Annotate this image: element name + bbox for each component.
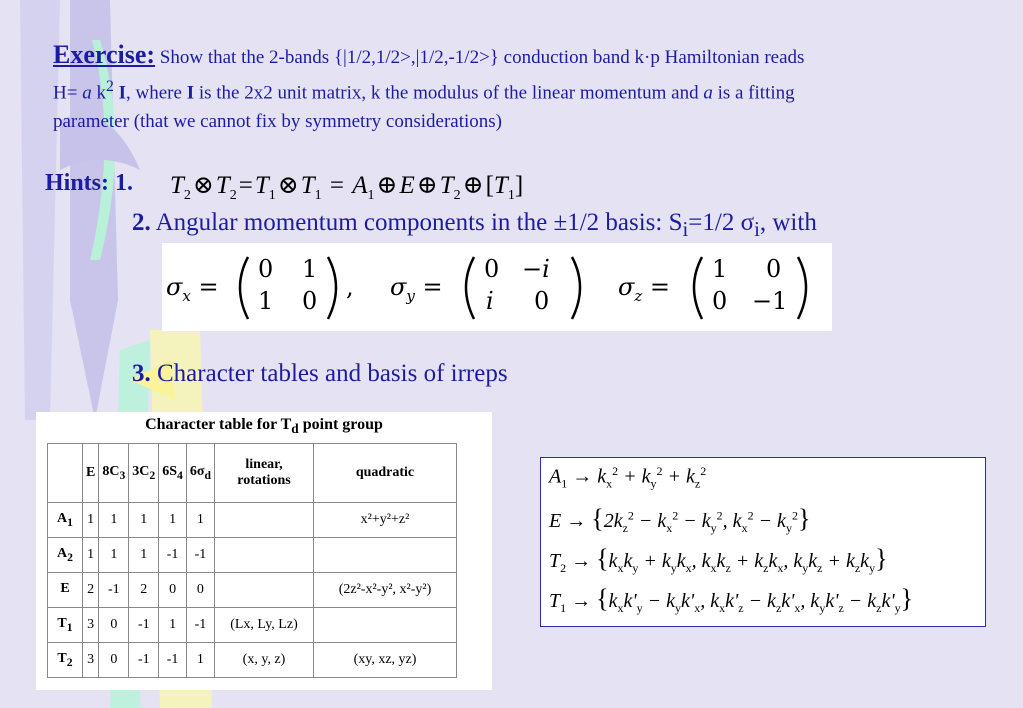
pauli-matrices	[162, 243, 832, 331]
exercise-line-2-prefix: H=	[53, 82, 78, 104]
exercise-k: k	[96, 82, 106, 104]
table-header: E	[83, 444, 99, 503]
table-cell: 1	[129, 503, 159, 538]
table-cell: 3	[83, 608, 99, 643]
table-cell	[313, 538, 456, 573]
table-cell: 1	[186, 503, 214, 538]
table-cell: -1	[129, 643, 159, 678]
svg-text:0: 0	[766, 255, 782, 283]
table-cell: (2z²-x²-y², x²-y²)	[313, 573, 456, 608]
table-row	[48, 643, 457, 678]
table-cell: 2	[129, 573, 159, 608]
table-cell: 0	[99, 608, 129, 643]
exercise-a-2: a	[703, 82, 713, 104]
table-cell: -1	[186, 608, 214, 643]
table-cell: 2	[83, 573, 99, 608]
hint-2-number: 2.	[132, 209, 151, 236]
svg-text:1: 1	[712, 255, 728, 283]
table-cell: 3	[83, 643, 99, 678]
exercise-line-1: Show that the 2-bands {|1/2,1/2>,|1/2,-1/2>} conduction band k·p Hamiltonian reads	[159, 47, 805, 68]
character-table-title-end: point group	[302, 416, 383, 433]
table-header-row	[48, 444, 457, 503]
exercise-where: , where	[126, 82, 182, 104]
tensor-product-formula: $T_2\otimes T_2=T_1\otimes T_1$ = $A_1\oplus E\oplus T_2\oplus[T_1]$	[170, 172, 524, 203]
table-cell: 1	[83, 538, 99, 573]
exercise-line-2-end: is a fitting	[717, 82, 795, 104]
basis-e: $E \to \{2k_z^2 - k_x^2 - k_y^2$, $k_x^2 - k_y^2$}	[549, 504, 811, 535]
table-row-label: $A_2$	[48, 538, 83, 573]
hint-2-text: Angular momentum components in the ±1/2 basis: S	[155, 209, 683, 236]
exercise-identity: I	[118, 82, 127, 104]
exercise-a: a	[82, 82, 92, 104]
exercise-heading: Exercise:	[53, 40, 156, 69]
table-row	[48, 538, 457, 573]
svg-text:0: 0	[484, 255, 500, 283]
table-cell: 0	[99, 643, 129, 678]
character-table	[47, 443, 457, 678]
basis-a1: $A_1 \to k_x^2 + k_y^2 + k_z^2$	[549, 464, 707, 491]
table-cell: -1	[159, 643, 187, 678]
table-cell	[214, 573, 313, 608]
svg-text:1: 1	[258, 287, 274, 315]
table-row	[48, 608, 457, 643]
table-row	[48, 573, 457, 608]
table-cell	[214, 538, 313, 573]
table-cell: (x, y, z)	[214, 643, 313, 678]
character-table-title	[36, 416, 492, 437]
table-row-label: $A_1$	[48, 503, 83, 538]
table-cell: -1	[99, 573, 129, 608]
hint-2-eq: =1/2 σ	[688, 209, 755, 236]
table-header: linear, rotations	[214, 444, 313, 503]
table-cell: (Lx, Ly, Lz)	[214, 608, 313, 643]
svg-text:i: i	[486, 287, 494, 315]
table-cell: x²+y²+z²	[313, 503, 456, 538]
svg-text:0: 0	[258, 255, 274, 283]
table-header: $6\sigma_d$	[186, 444, 214, 503]
table-header-corner	[48, 444, 83, 503]
svg-text:0: 0	[534, 287, 550, 315]
table-row	[48, 503, 457, 538]
hint-2-end: , with	[759, 209, 817, 236]
table-row-label: E	[48, 573, 83, 608]
table-cell: 0	[186, 573, 214, 608]
table-cell: 1	[186, 643, 214, 678]
table-header: $6S_4$	[159, 444, 187, 503]
svg-text:0: 0	[712, 287, 728, 315]
table-cell	[214, 503, 313, 538]
hint-2-sub: i	[682, 217, 689, 241]
table-header: quadratic	[313, 444, 456, 503]
character-table-title-sub: d	[291, 421, 299, 437]
table-header: $3C_2$	[129, 444, 159, 503]
exercise-line-3: parameter (that we cannot fix by symmetry considerations)	[53, 111, 502, 133]
table-cell: (xy, xz, yz)	[313, 643, 456, 678]
irrep-basis-box	[540, 457, 986, 627]
basis-t1: $T_1 \to \{k_xk'_y - k_yk'_x$, $k_xk'_z - k_zk'_x$, $k_yk'_z - k_zk'_y$}	[549, 584, 914, 615]
table-cell: -1	[159, 538, 187, 573]
svg-text:σy =: $\sigma_y$ =	[390, 273, 443, 305]
svg-text:,: ,	[346, 273, 354, 301]
exercise-identity-2: I	[186, 82, 195, 104]
character-table-panel	[36, 412, 492, 690]
table-cell: -1	[129, 608, 159, 643]
table-cell: 1	[159, 503, 187, 538]
table-row-label: $T_2$	[48, 643, 83, 678]
basis-t2: $T_2 \to \{k_xk_y + k_yk_x$, $k_xk_z + k_zk_x$, $k_yk_z + k_zk_y$}	[549, 544, 888, 575]
exercise-statement	[53, 40, 1003, 136]
svg-text:σz =: $\sigma_z$ =	[618, 273, 671, 305]
svg-text:−1: −1	[752, 287, 788, 315]
exercise-line-2-rest: is the 2x2 unit matrix, k the modulus of the linear momentum and	[198, 82, 699, 104]
hints-label: Hints: 1.	[45, 170, 134, 196]
table-row-label: $T_1$	[48, 608, 83, 643]
hint-3	[132, 360, 508, 388]
table-cell: 1	[83, 503, 99, 538]
svg-text:0: 0	[302, 287, 318, 315]
table-cell: 1	[159, 608, 187, 643]
table-cell	[313, 608, 456, 643]
hint-3-number: 3.	[132, 360, 151, 387]
table-cell: 1	[129, 538, 159, 573]
exercise-k-exponent: 2	[105, 78, 114, 95]
hint-2	[132, 209, 817, 242]
svg-text:1: 1	[302, 255, 318, 283]
hint-2-sub2: i	[754, 217, 760, 241]
table-cell: 0	[159, 573, 187, 608]
svg-text:σx =: $\sigma_x$ =	[166, 273, 219, 305]
hint-3-text: Character tables and basis of irreps	[157, 360, 508, 387]
table-cell: -1	[186, 538, 214, 573]
table-cell: 1	[99, 538, 129, 573]
svg-text:−i: −i	[522, 255, 550, 283]
character-table-title-text: Character table for T	[145, 416, 292, 433]
table-cell: 1	[99, 503, 129, 538]
table-header: $8C_3$	[99, 444, 129, 503]
